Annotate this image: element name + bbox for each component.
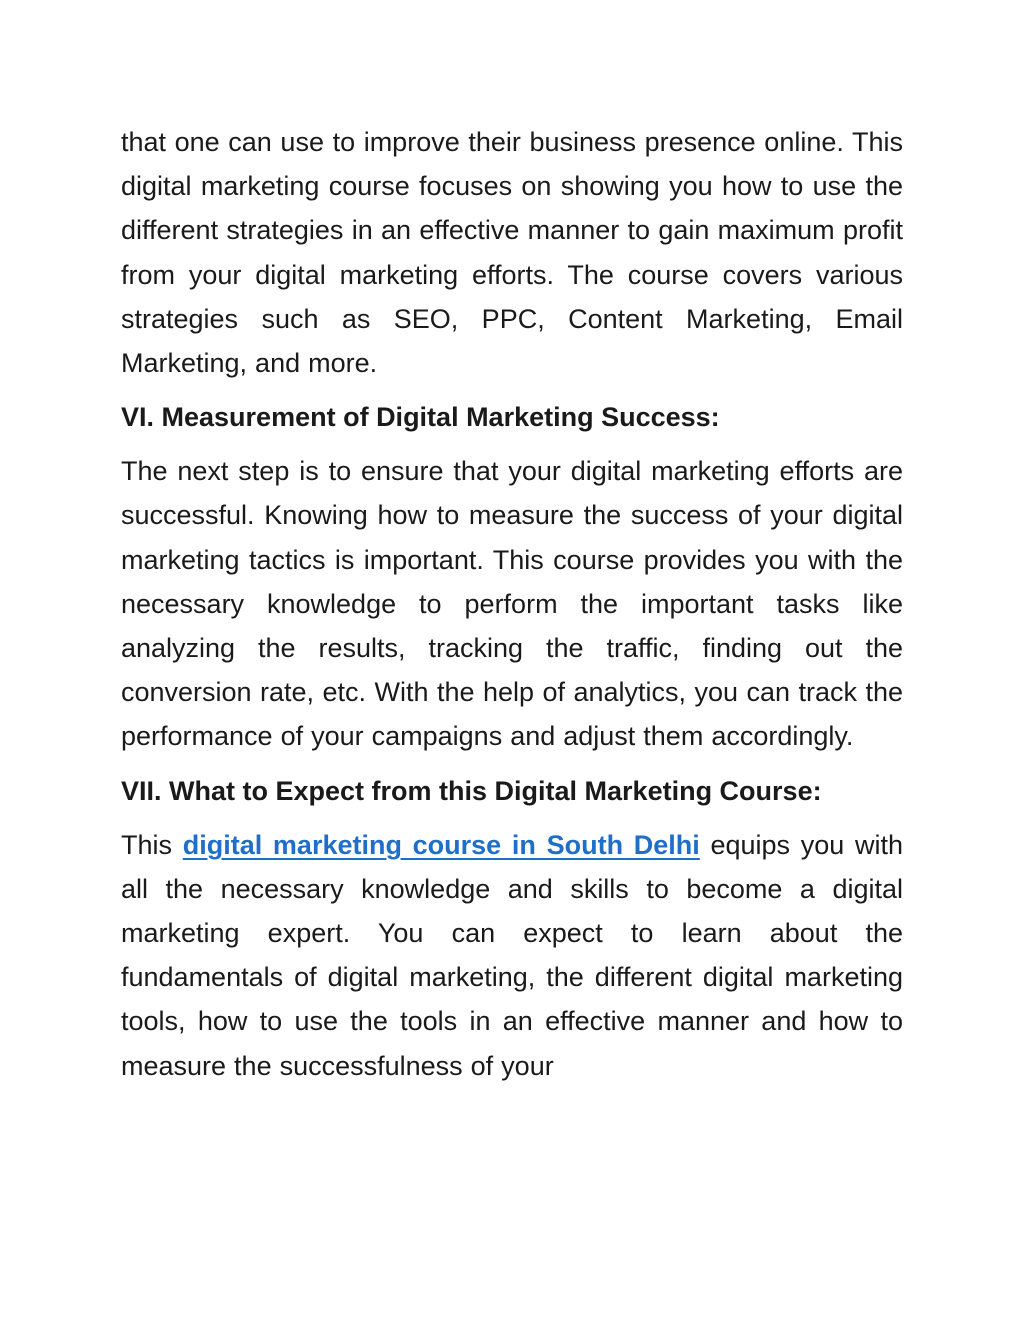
paragraph-measurement: The next step is to ensure that your digital marketing efforts are successful. Knowing how to measure the success of your digital marketing tactics is important. This course provides you with the necessary knowledge to perform the important tasks like analyzing the results, tracking the traffic, finding out the conversion rate, etc. With the help of analytics, you can track the performance of your campaigns and adjust them accordingly. <box>121 456 903 752</box>
paragraph-course-strategies: that one can use to improve their business presence online. This digital marketing course focuses on showing you how to use the different strategies in an effective manner to gain maximum profit from your digital marketing efforts. The course covers various strategies such as SEO, PPC, Content Marketing, Email Marketing, and more. <box>121 127 903 379</box>
document-page <box>121 120 903 1098</box>
paragraph-what-to-expect <box>121 823 903 1088</box>
course-link[interactable]: digital marketing course in South Delhi <box>182 829 700 860</box>
paragraph-text-end: equips you with all the necessary knowledge and skills to become a digital marketing expert. You can expect to learn about the fundamentals of digital marketing, the different digital marketing tools, how to use the tools in an effective manner and how to measure the successfulness of your <box>121 829 903 1081</box>
section-heading-what-to-expect: VII. What to Expect from this Digital Marketing Course: <box>121 775 822 806</box>
section-heading-measurement: VI. Measurement of Digital Marketing Success: <box>121 402 720 433</box>
paragraph-text-start: This <box>121 829 183 860</box>
